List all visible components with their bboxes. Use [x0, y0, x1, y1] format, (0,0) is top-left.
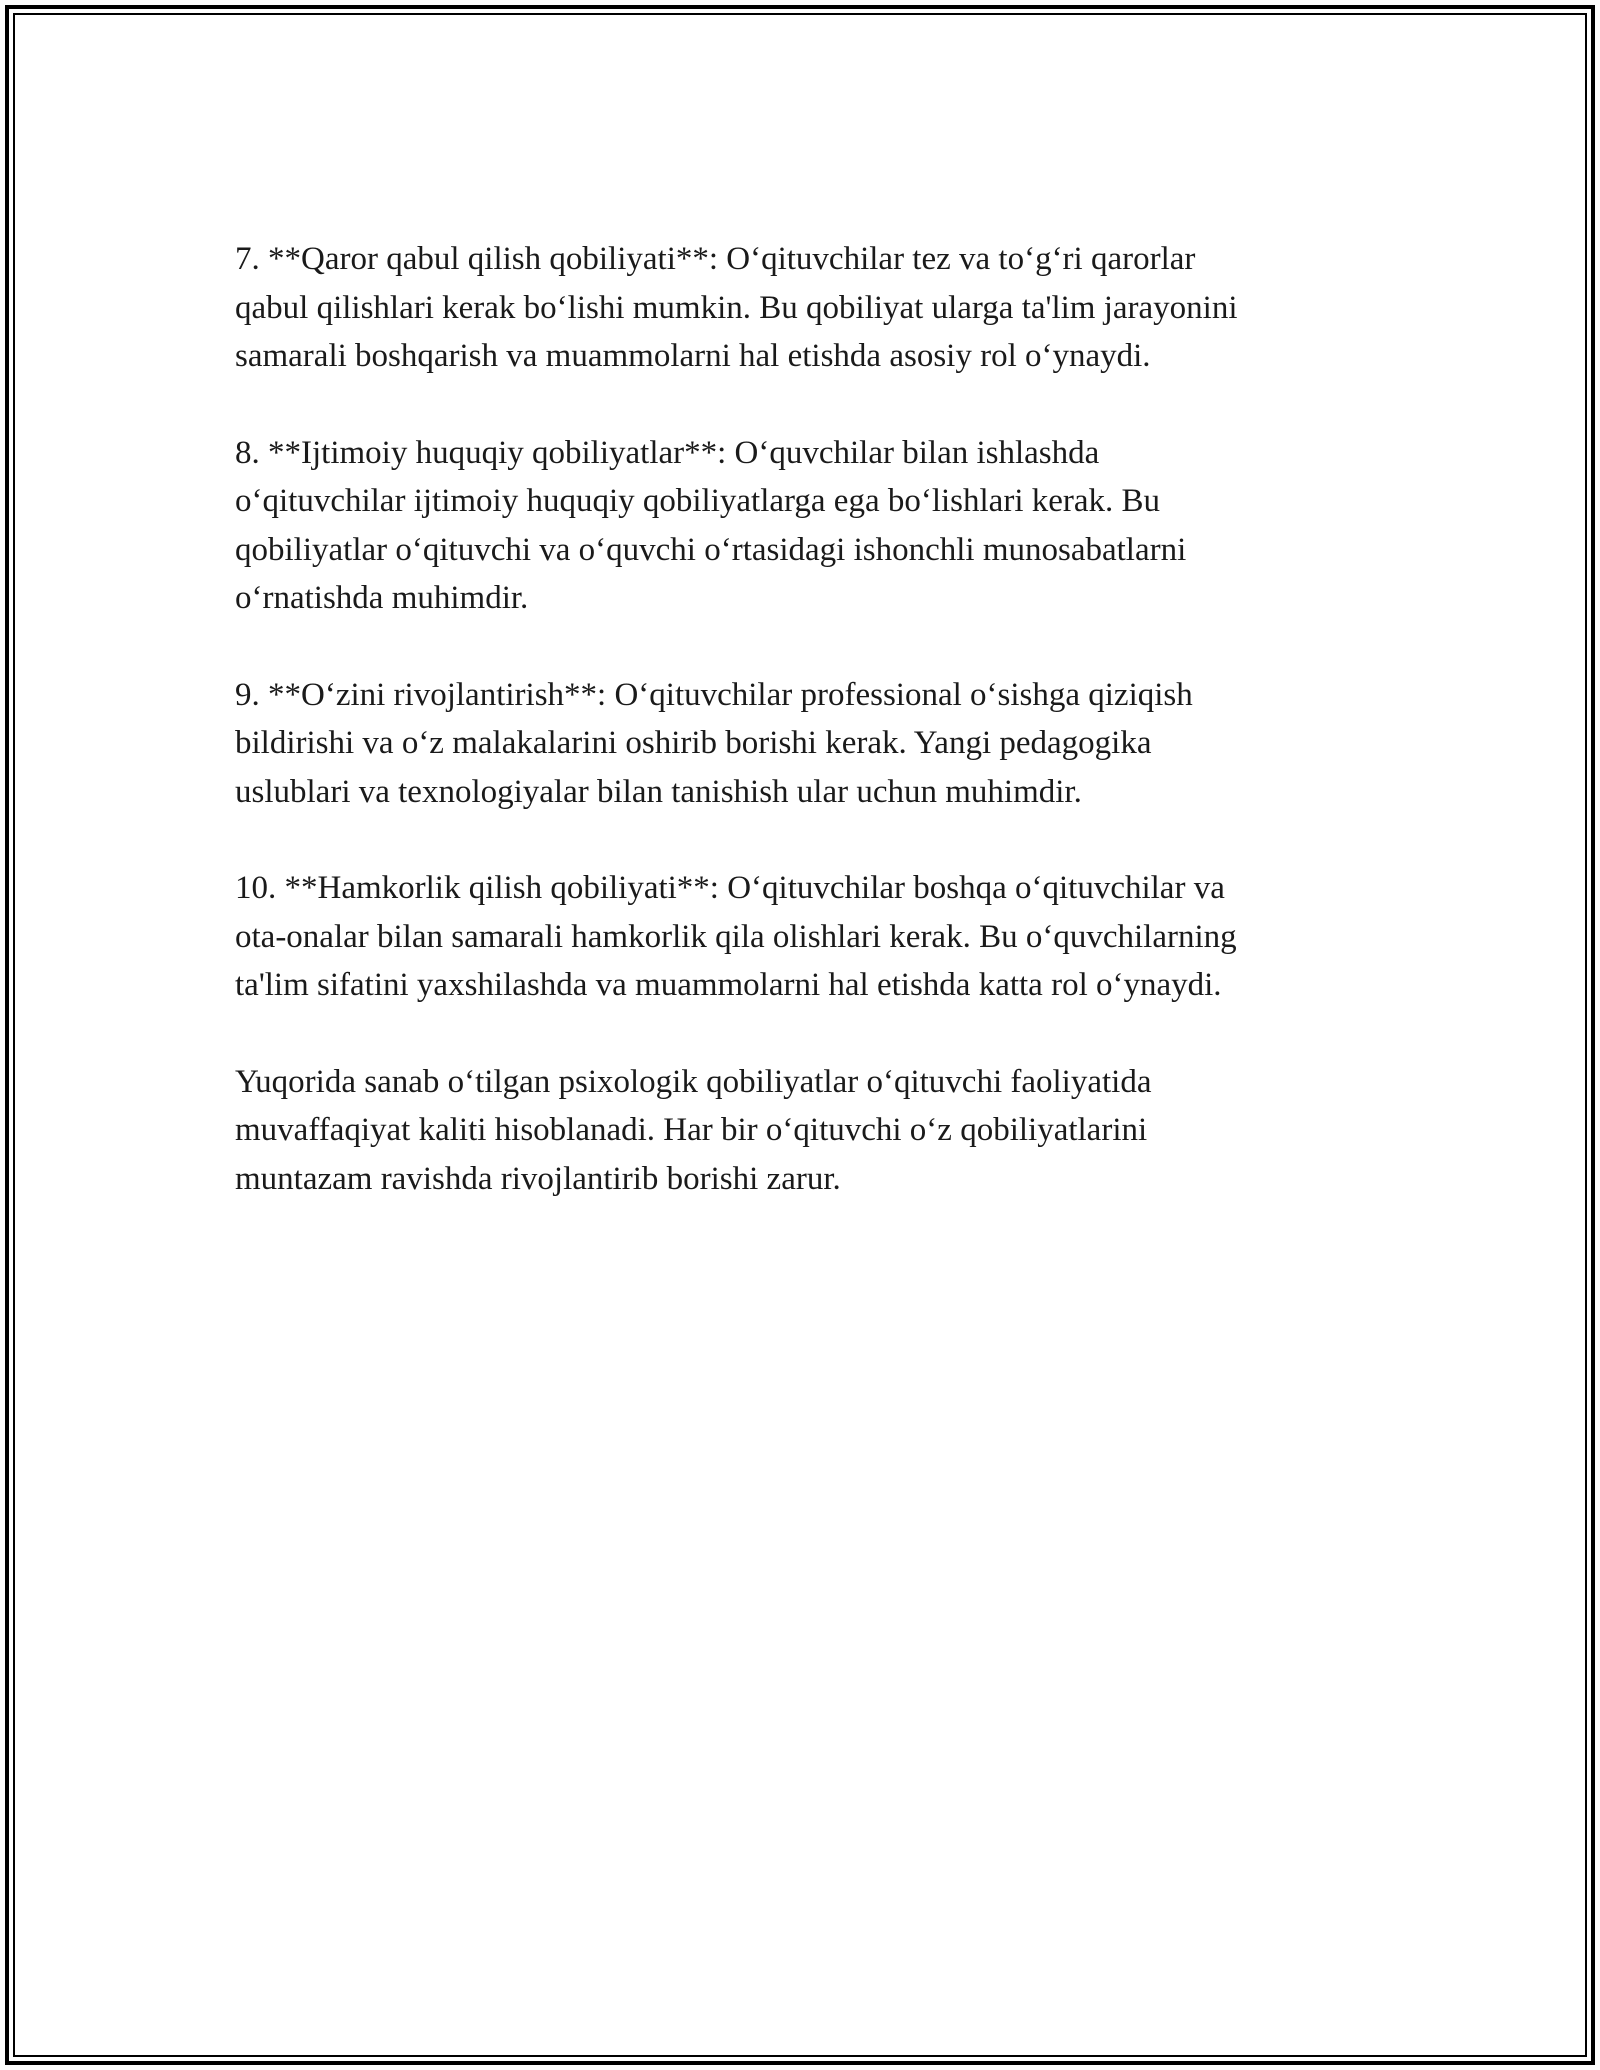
text-line: uslublari va texnologiyalar bilan tanishish ular uchun muhimdir. [235, 773, 1082, 810]
paragraph-item-7 [235, 235, 1385, 381]
text-line: ota-onalar bilan samarali hamkorlik qila olishlari kerak. Bu o‘quvchilarning [235, 918, 1237, 955]
text-line: qabul qilishlari kerak bo‘lishi mumkin. Bu qobiliyat ularga ta'lim jarayonini [235, 289, 1238, 326]
text-line: muntazam ravishda rivojlantirib borishi zarur. [235, 1160, 841, 1197]
text-line: ta'lim sifatini yaxshilashda va muammolarni hal etishda katta rol o‘ynaydi. [235, 967, 1222, 1003]
text-line: 7. **Qaror qabul qilish qobiliyati**: O‘qituvchilar tez va to‘g‘ri qarorlar [235, 241, 1196, 277]
text-line: muvaffaqiyat kaliti hisoblanadi. Har bir o‘qituvchi o‘z qobiliyatlarini [235, 1112, 1148, 1148]
paragraph-item-9 [235, 671, 1385, 817]
paragraph-item-8 [235, 429, 1385, 623]
text-line: 8. **Ijtimoiy huquqiy qobiliyatlar**: O‘quvchilar bilan ishlashda [235, 434, 1100, 471]
document-body [235, 235, 1385, 1251]
text-line: Yuqorida sanab o‘tilgan psixologik qobiliyatlar o‘qituvchi faoliyatida [235, 1063, 1152, 1100]
text-line: samarali boshqarish va muammolarni hal etishda asosiy rol o‘ynaydi. [235, 338, 1151, 374]
paragraph-item-10 [235, 864, 1385, 1010]
paragraph-conclusion [235, 1058, 1385, 1204]
text-line: 9. **O‘zini rivojlantirish**: O‘qituvchilar professional o‘sishga qiziqish [235, 676, 1193, 713]
text-line: bildirishi va o‘z malakalarini oshirib borishi kerak. Yangi pedagogika [235, 725, 1152, 761]
text-line: o‘qituvchilar ijtimoiy huquqiy qobiliyatlarga ega bo‘lishlari kerak. Bu [235, 483, 1161, 519]
text-line: qobiliyatlar o‘qituvchi va o‘quvchi o‘rtasidagi ishonchli munosabatlarni [235, 531, 1187, 568]
text-line: 10. **Hamkorlik qilish qobiliyati**: O‘qituvchilar boshqa o‘qituvchilar va [235, 870, 1225, 906]
text-line: o‘rnatishda muhimdir. [235, 580, 529, 616]
